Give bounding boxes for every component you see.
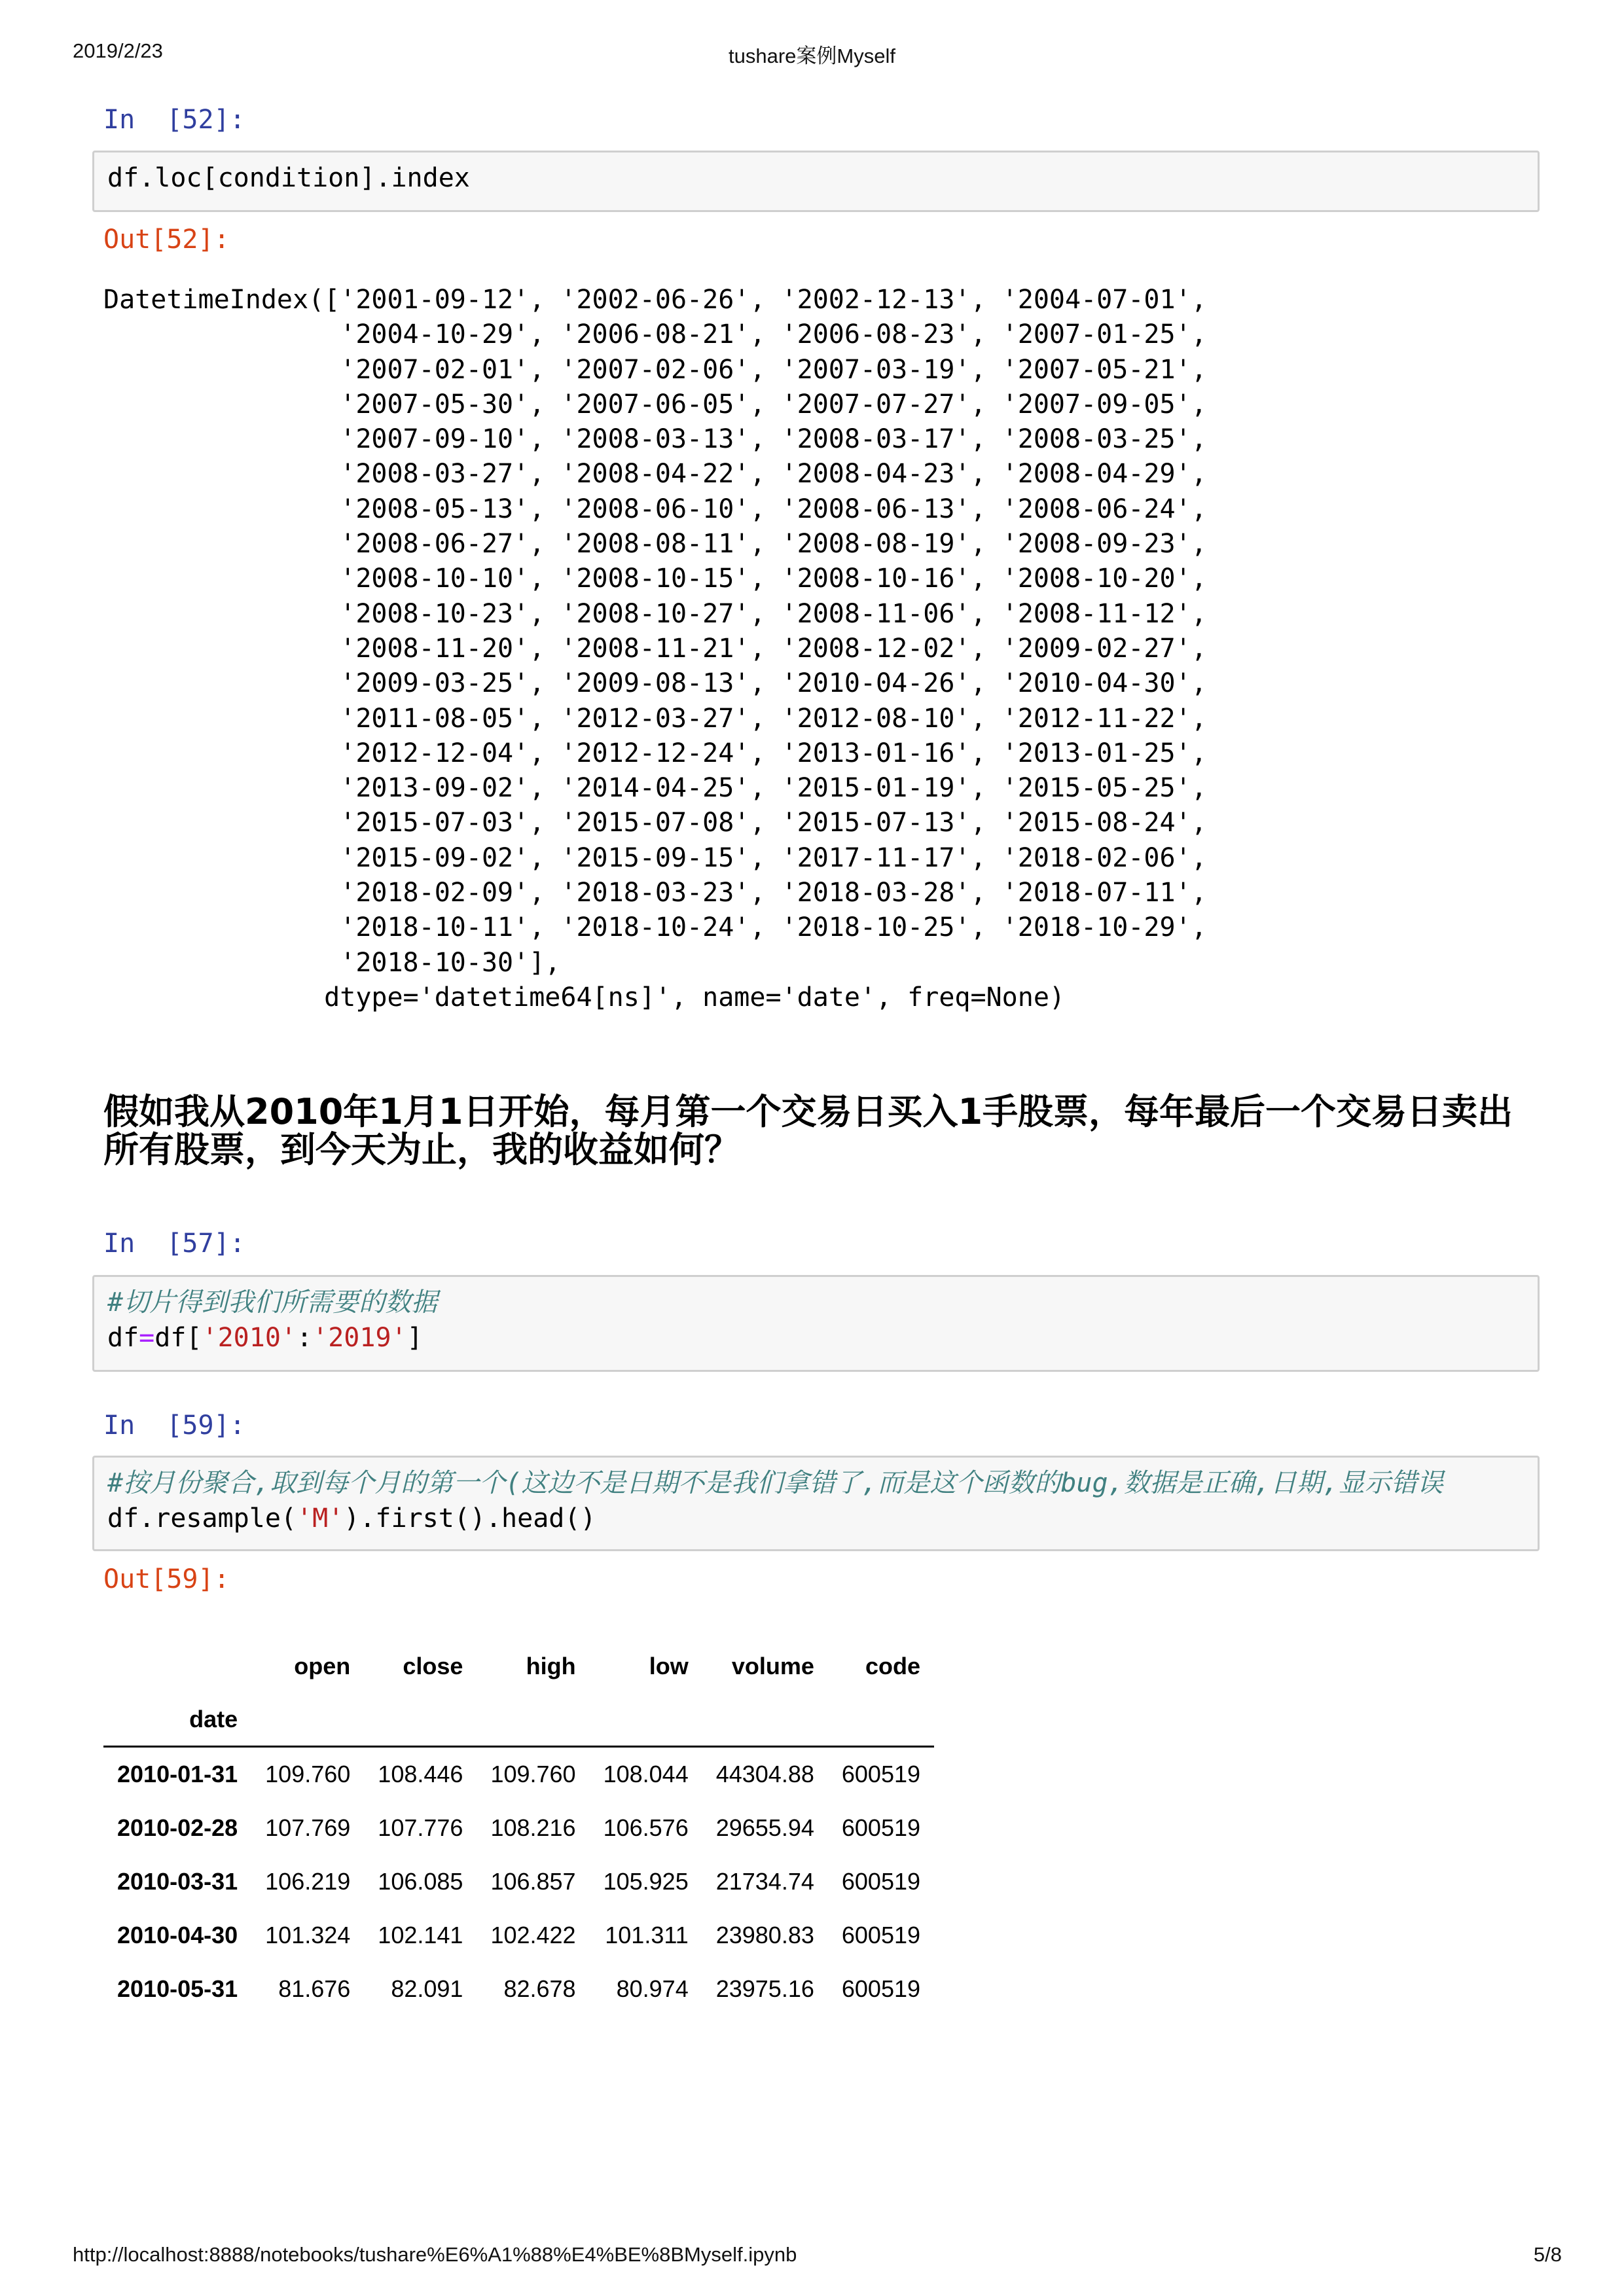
output-line: '2008-06-27', '2008-08-11', '2008-08-19', '2008-09-23', xyxy=(103,529,1207,560)
print-url: http://localhost:8888/notebooks/tushare%E6%A1%88%E4%BE%8BMyself.ipynb xyxy=(73,2243,797,2266)
cell-52-code[interactable] xyxy=(92,151,1540,212)
df-cell-close: 82.091 xyxy=(391,1975,463,2002)
df-row xyxy=(103,1909,934,1962)
df-column-header: open xyxy=(294,1653,351,1679)
df-cell-code: 600519 xyxy=(841,1761,921,1787)
df-column-header: close xyxy=(403,1653,463,1679)
df-cell-low: 105.925 xyxy=(603,1868,689,1895)
df-cell-code: 600519 xyxy=(841,1922,921,1948)
cell-57-code-eq: = xyxy=(139,1323,155,1353)
df-cell-code: 600519 xyxy=(841,1814,921,1841)
df-cell-open: 107.769 xyxy=(265,1814,351,1841)
df-cell-low: 101.311 xyxy=(605,1922,689,1948)
cell-57-code-prefix: df xyxy=(107,1323,139,1353)
df-cell-high: 109.760 xyxy=(490,1761,576,1787)
output-line: '2018-10-11', '2018-10-24', '2018-10-25', '2018-10-29', xyxy=(103,912,1207,943)
cell-52-output xyxy=(103,283,1207,1015)
df-row-index: 2010-02-28 xyxy=(117,1814,238,1841)
cell-57-in-prompt: In [57]: xyxy=(103,1229,245,1259)
df-cell-close: 106.085 xyxy=(378,1868,463,1895)
output-line: DatetimeIndex(['2001-09-12', '2002-06-26', '2002-12-13', '2004-07-01', xyxy=(103,285,1207,315)
df-row-index: 2010-01-31 xyxy=(117,1761,238,1787)
cell-59-code-suffix: ).first().head() xyxy=(344,1503,596,1534)
output-line: '2007-05-30', '2007-06-05', '2007-07-27', '2007-09-05', xyxy=(103,389,1207,420)
print-date: 2019/2/23 xyxy=(73,39,163,62)
df-cell-high: 106.857 xyxy=(490,1868,576,1895)
df-cell-volume: 29655.94 xyxy=(715,1814,814,1841)
cell-57-comment: #切片得到我们所需要的数据 xyxy=(107,1287,438,1318)
output-line: dtype='datetime64[ns]', name='date', freq=None) xyxy=(103,982,1066,1013)
df-header-spacer xyxy=(251,1693,364,1747)
df-row xyxy=(103,1801,934,1855)
cell-57-code-colon: : xyxy=(297,1323,313,1353)
df-cell-open: 106.219 xyxy=(265,1868,351,1895)
df-cell-code: 600519 xyxy=(841,1975,921,2002)
df-cell-open: 81.676 xyxy=(278,1975,351,2002)
df-column-header: volume xyxy=(731,1653,814,1679)
output-line: '2015-09-02', '2015-09-15', '2017-11-17', '2018-02-06', xyxy=(103,842,1207,873)
df-cell-volume: 44304.88 xyxy=(715,1761,814,1787)
df-column-header: code xyxy=(865,1653,921,1679)
df-cell-high: 108.216 xyxy=(490,1814,576,1841)
df-row-index: 2010-04-30 xyxy=(117,1922,238,1948)
df-row xyxy=(103,1855,934,1909)
df-cell-low: 80.974 xyxy=(616,1975,689,2002)
df-cell-code: 600519 xyxy=(841,1868,921,1895)
df-cell-high: 102.422 xyxy=(490,1922,576,1948)
output-line: '2018-10-30'], xyxy=(103,947,561,978)
cell-52-out-prompt: Out[52]: xyxy=(103,224,230,255)
output-line: '2008-10-23', '2008-10-27', '2008-11-06', '2008-11-12', xyxy=(103,598,1207,629)
cell-57-code-str2: '2019' xyxy=(312,1323,407,1353)
print-title: tushare案例Myself xyxy=(729,45,895,67)
output-line: '2008-10-10', '2008-10-15', '2008-10-16', '2008-10-20', xyxy=(103,564,1207,594)
df-header-spacer xyxy=(702,1693,828,1747)
cell-59-code[interactable] xyxy=(92,1456,1540,1551)
cell-57-code-suffix: ] xyxy=(406,1323,423,1353)
df-column-header: high xyxy=(526,1653,576,1679)
df-row xyxy=(103,1962,934,2016)
output-line: '2009-03-25', '2009-08-13', '2010-04-26', '2010-04-30', xyxy=(103,668,1207,699)
df-cell-volume: 23980.83 xyxy=(715,1922,814,1948)
cell-59-in-prompt: In [59]: xyxy=(103,1410,245,1441)
cell-59-out-prompt: Out[59]: xyxy=(103,1564,230,1594)
output-line: '2011-08-05', '2012-03-27', '2012-08-10', '2012-11-22', xyxy=(103,703,1207,734)
output-line: '2012-12-04', '2012-12-24', '2013-01-16', '2013-01-25', xyxy=(103,738,1207,768)
df-cell-open: 109.760 xyxy=(265,1761,351,1787)
df-row-index: 2010-05-31 xyxy=(117,1975,238,2002)
cell-57-code-mid: df[ xyxy=(154,1323,202,1353)
print-page-number: 5/8 xyxy=(1533,2243,1562,2266)
output-line: '2007-09-10', '2008-03-13', '2008-03-17', '2008-03-25', xyxy=(103,424,1207,455)
df-header-spacer xyxy=(364,1693,477,1747)
df-cell-close: 102.141 xyxy=(378,1922,463,1948)
df-cell-low: 108.044 xyxy=(603,1761,689,1787)
cell-52-code-text: df.loc[condition].index xyxy=(107,163,470,193)
df-cell-volume: 21734.74 xyxy=(715,1868,814,1895)
output-line: '2008-03-27', '2008-04-22', '2008-04-23', '2008-04-29', xyxy=(103,459,1207,490)
df-cell-close: 108.446 xyxy=(378,1761,463,1787)
df-cell-open: 101.324 xyxy=(265,1922,351,1948)
output-line: '2008-05-13', '2008-06-10', '2008-06-13', '2008-06-24', xyxy=(103,493,1207,524)
df-corner-header xyxy=(103,1640,251,1693)
output-line: '2007-02-01', '2007-02-06', '2007-03-19', '2007-05-21', xyxy=(103,354,1207,385)
cell-57-code-str1: '2010' xyxy=(202,1323,297,1353)
dataframe-table xyxy=(103,1640,934,2016)
df-header-spacer xyxy=(477,1693,589,1747)
output-line: '2008-11-20', '2008-11-21', '2008-12-02', '2009-02-27', xyxy=(103,633,1207,664)
output-line: '2004-10-29', '2006-08-21', '2006-08-23', '2007-01-25', xyxy=(103,319,1207,350)
df-header-spacer xyxy=(590,1693,702,1747)
df-cell-close: 107.776 xyxy=(378,1814,463,1841)
markdown-heading: 假如我从2010年1月1日开始，每月第一个交易日买入1手股票，每年最后一个交易日卖出所有股票，到今天为止，我的收益如何？ xyxy=(103,1091,1513,1170)
output-line: '2018-02-09', '2018-03-23', '2018-03-28', '2018-07-11', xyxy=(103,878,1207,908)
df-cell-volume: 23975.16 xyxy=(715,1975,814,2002)
cell-59-code-str: 'M' xyxy=(296,1503,344,1534)
df-cell-high: 82.678 xyxy=(503,1975,576,2002)
df-header-spacer xyxy=(828,1693,934,1747)
cell-59-comment: #按月份聚合,取到每个月的第一个(这边不是日期不是我们拿错了,而是这个函数的bug,数据是正确,日期,显示错误 xyxy=(107,1468,1443,1498)
cell-52-in-prompt: In [52]: xyxy=(103,105,245,135)
cell-59-code-prefix: df.resample( xyxy=(107,1503,297,1534)
cell-57-code[interactable] xyxy=(92,1275,1540,1372)
df-row xyxy=(103,1747,934,1802)
df-row-index: 2010-03-31 xyxy=(117,1868,238,1895)
df-index-name: date xyxy=(103,1693,251,1747)
df-column-header: low xyxy=(649,1653,689,1679)
df-cell-low: 106.576 xyxy=(603,1814,689,1841)
output-line: '2013-09-02', '2014-04-25', '2015-01-19', '2015-05-25', xyxy=(103,773,1207,804)
output-line: '2015-07-03', '2015-07-08', '2015-07-13', '2015-08-24', xyxy=(103,808,1207,838)
